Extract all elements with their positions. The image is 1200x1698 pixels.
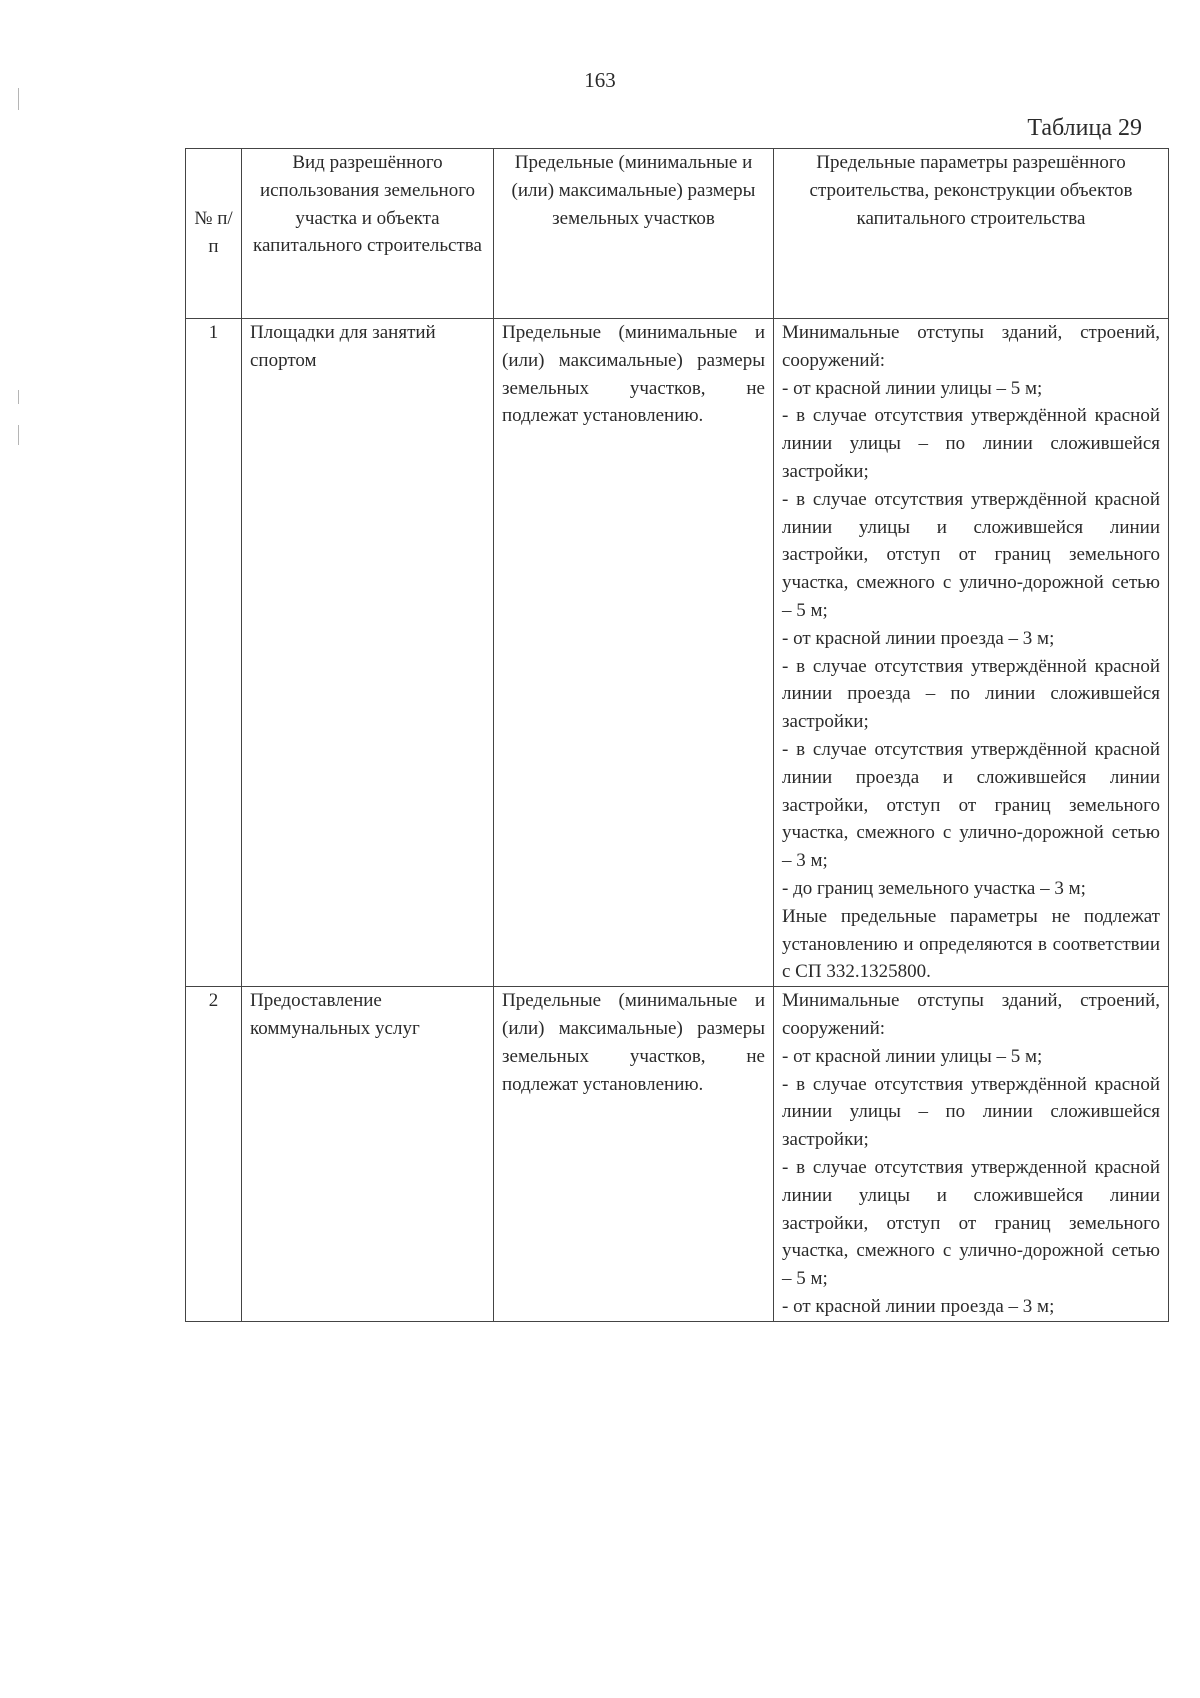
param-line: Иные предельные параметры не подлежат установлению и определяются в соответствии с СП 332.1325800. <box>782 905 1160 983</box>
param-line: Минимальные отступы зданий, строений, сооружений: <box>782 322 1160 371</box>
table-row <box>186 319 1169 987</box>
row-permitted-use: Площадки для занятий спортом <box>242 319 494 987</box>
row-plot-sizes: Предельные (минимальные и (или) максимальные) размеры земельных участков, не подлежат установлению. <box>494 987 774 1322</box>
table-row <box>186 987 1169 1322</box>
row-permitted-use: Предоставление коммунальных услуг <box>242 987 494 1322</box>
param-line: - в случае отсутствия утверждённой красной линии проезда и сложившейся линии застройки, отступ от границ земельного участка, смежного с улично-дорожной сетью – 3 м; <box>782 738 1160 872</box>
param-line: - в случае отсутствия утверждённой красной линии улицы – по линии сложившейся застройки; <box>782 1073 1160 1151</box>
param-line: - от красной линии проезда – 3 м; <box>782 627 1055 649</box>
row-construction-parameters <box>774 319 1169 987</box>
regulations-table <box>185 148 1169 1322</box>
header-number: № п/п <box>186 149 242 319</box>
header-plot-sizes: Предельные (минимальные и (или) максимальные) размеры земельных участков <box>494 149 774 319</box>
header-permitted-use: Вид разрешённого использования земельного участка и объекта капитального строительства <box>242 149 494 319</box>
param-line: - в случае отсутствия утверждённой красной линии улицы – по линии сложившейся застройки; <box>782 405 1160 482</box>
param-line: - до границ земельного участка – 3 м; <box>782 877 1086 899</box>
scan-margin-mark <box>18 425 19 445</box>
table-caption: Таблица 29 <box>1027 115 1142 141</box>
param-line: - от красной линии улицы – 5 м; <box>782 377 1043 399</box>
scan-margin-mark <box>18 390 19 404</box>
row-plot-sizes: Предельные (минимальные и (или) максимальные) размеры земельных участков, не подлежат установлению. <box>494 319 774 987</box>
row-number: 2 <box>186 987 242 1322</box>
table-header-row <box>186 149 1169 319</box>
row-number: 1 <box>186 319 242 987</box>
param-line: - от красной линии проезда – 3 м; <box>782 1295 1055 1317</box>
param-line: - в случае отсутствия утверждённой красной линии проезда – по линии сложившейся застройки; <box>782 655 1160 733</box>
header-construction-parameters: Предельные параметры разрешённого строительства, реконструкции объектов капитального строительства <box>774 149 1169 319</box>
row-construction-parameters <box>774 987 1169 1322</box>
param-line: Минимальные отступы зданий, строений, сооружений: <box>782 990 1160 1039</box>
page-number: 163 <box>584 68 616 92</box>
param-line: - в случае отсутствия утверждённой красной линии улицы и сложившейся линии застройки, отступ от границ земельного участка, смежного с улично-дорожной сетью – 5 м; <box>782 488 1160 621</box>
param-line: - в случае отсутствия утвержденной красной линии улицы и сложившейся линии застройки, отступ от границ земельного участка, смежного с улично-дорожной сетью – 5 м; <box>782 1156 1160 1290</box>
param-line: - от красной линии улицы – 5 м; <box>782 1045 1043 1067</box>
